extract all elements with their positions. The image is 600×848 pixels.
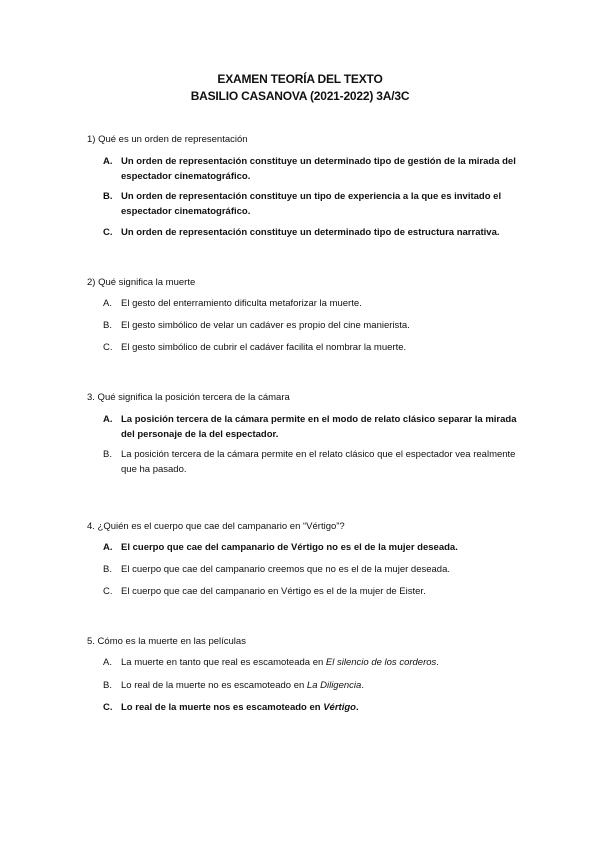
option-text (121, 679, 523, 694)
q1-option-b (103, 190, 523, 219)
option-text: El cuerpo que cae del campanario creemos que no es el de la mujer deseada. (121, 564, 451, 575)
option-letter: A. (103, 298, 112, 309)
option-text: El gesto simbólico de cubrir el cadáver facilita el nombrar la muerte. (121, 342, 407, 353)
question-3: 3. Qué significa la posición tercera de la cámara (87, 392, 290, 403)
option-text: Un orden de representación constituye un determinado tipo de estructura narrativa. (121, 227, 500, 238)
option-text: El cuerpo que cae del campanario de Vértigo no es el de la mujer deseada. (121, 542, 458, 553)
q1-option-c (103, 226, 523, 241)
q5-option-b (103, 679, 523, 694)
option-letter: A. (103, 657, 112, 668)
option-letter: B. (103, 449, 112, 460)
option-letter: B. (103, 320, 112, 331)
option-letter: B. (103, 191, 113, 202)
question-4: 4. ¿Quién es el cuerpo que cae del campanario en “Vértigo”? (87, 521, 345, 532)
title-line-1: EXAMEN TEORÍA DEL TEXTO (217, 72, 383, 86)
option-text (121, 701, 523, 716)
q4-option-a (103, 541, 523, 556)
q3-option-a (103, 413, 523, 442)
option-text-start: Lo real de la muerte no es escamoteado en (121, 680, 307, 691)
question-1: 1) Qué es un orden de representación (87, 134, 248, 145)
option-text-end: . (436, 657, 439, 668)
q1-option-a (103, 155, 523, 184)
option-text-end: . (355, 702, 359, 713)
q2-option-b (103, 319, 523, 334)
title-line-2: BASILIO CASANOVA (2021-2022) 3A/3C (190, 89, 410, 103)
option-text-start: La muerte en tanto que real es escamoteada en (121, 657, 326, 668)
option-letter: C. (103, 702, 113, 713)
option-letter: A. (103, 542, 113, 553)
option-letter: A. (103, 156, 113, 167)
film-title: Vértigo (323, 702, 356, 713)
option-text: Un orden de representación constituye un determinado tipo de gestión de la mirada del espectador cinematográfico. (121, 156, 516, 182)
option-text: La posición tercera de la cámara permite en el relato clásico que el espectador vea realmente que ha pasado. (121, 449, 516, 475)
option-letter: C. (103, 586, 113, 597)
q4-option-c (103, 585, 523, 600)
option-letter: A. (103, 414, 113, 425)
q5-option-c (103, 701, 523, 716)
option-text: La posición tercera de la cámara permite en el modo de relato clásico separar la mirada del personaje de la del espectador. (121, 414, 517, 440)
option-text: El gesto del enterramiento dificulta metaforizar la muerte. (121, 298, 362, 309)
question-5: 5. Cómo es la muerte en las películas (87, 636, 246, 647)
option-text: El cuerpo que cae del campanario en Vértigo es el de la mujer de Eister. (121, 586, 426, 597)
q2-option-a (103, 297, 523, 312)
q4-option-b (103, 563, 523, 578)
q5-option-a (103, 656, 523, 671)
film-title: El silencio de los corderos (325, 657, 437, 668)
option-letter: B. (103, 680, 112, 691)
q3-option-b (103, 448, 523, 477)
option-text: Un orden de representación constituye un tipo de experiencia a la que es invitado el espectador cinematográfico. (121, 191, 502, 217)
question-2: 2) Qué significa la muerte (87, 277, 196, 288)
q2-option-c (103, 341, 523, 356)
option-letter: B. (103, 564, 112, 575)
exam-title (0, 71, 600, 105)
film-title: La Diligencia (306, 680, 362, 691)
option-letter: C. (103, 227, 113, 238)
option-text-end: . (361, 680, 364, 691)
option-text-start: Lo real de la muerte nos es escamoteado en (121, 702, 324, 713)
option-text: El gesto simbólico de velar un cadáver es propio del cine manierista. (121, 320, 410, 331)
option-text (121, 656, 523, 671)
option-letter: C. (103, 342, 113, 353)
